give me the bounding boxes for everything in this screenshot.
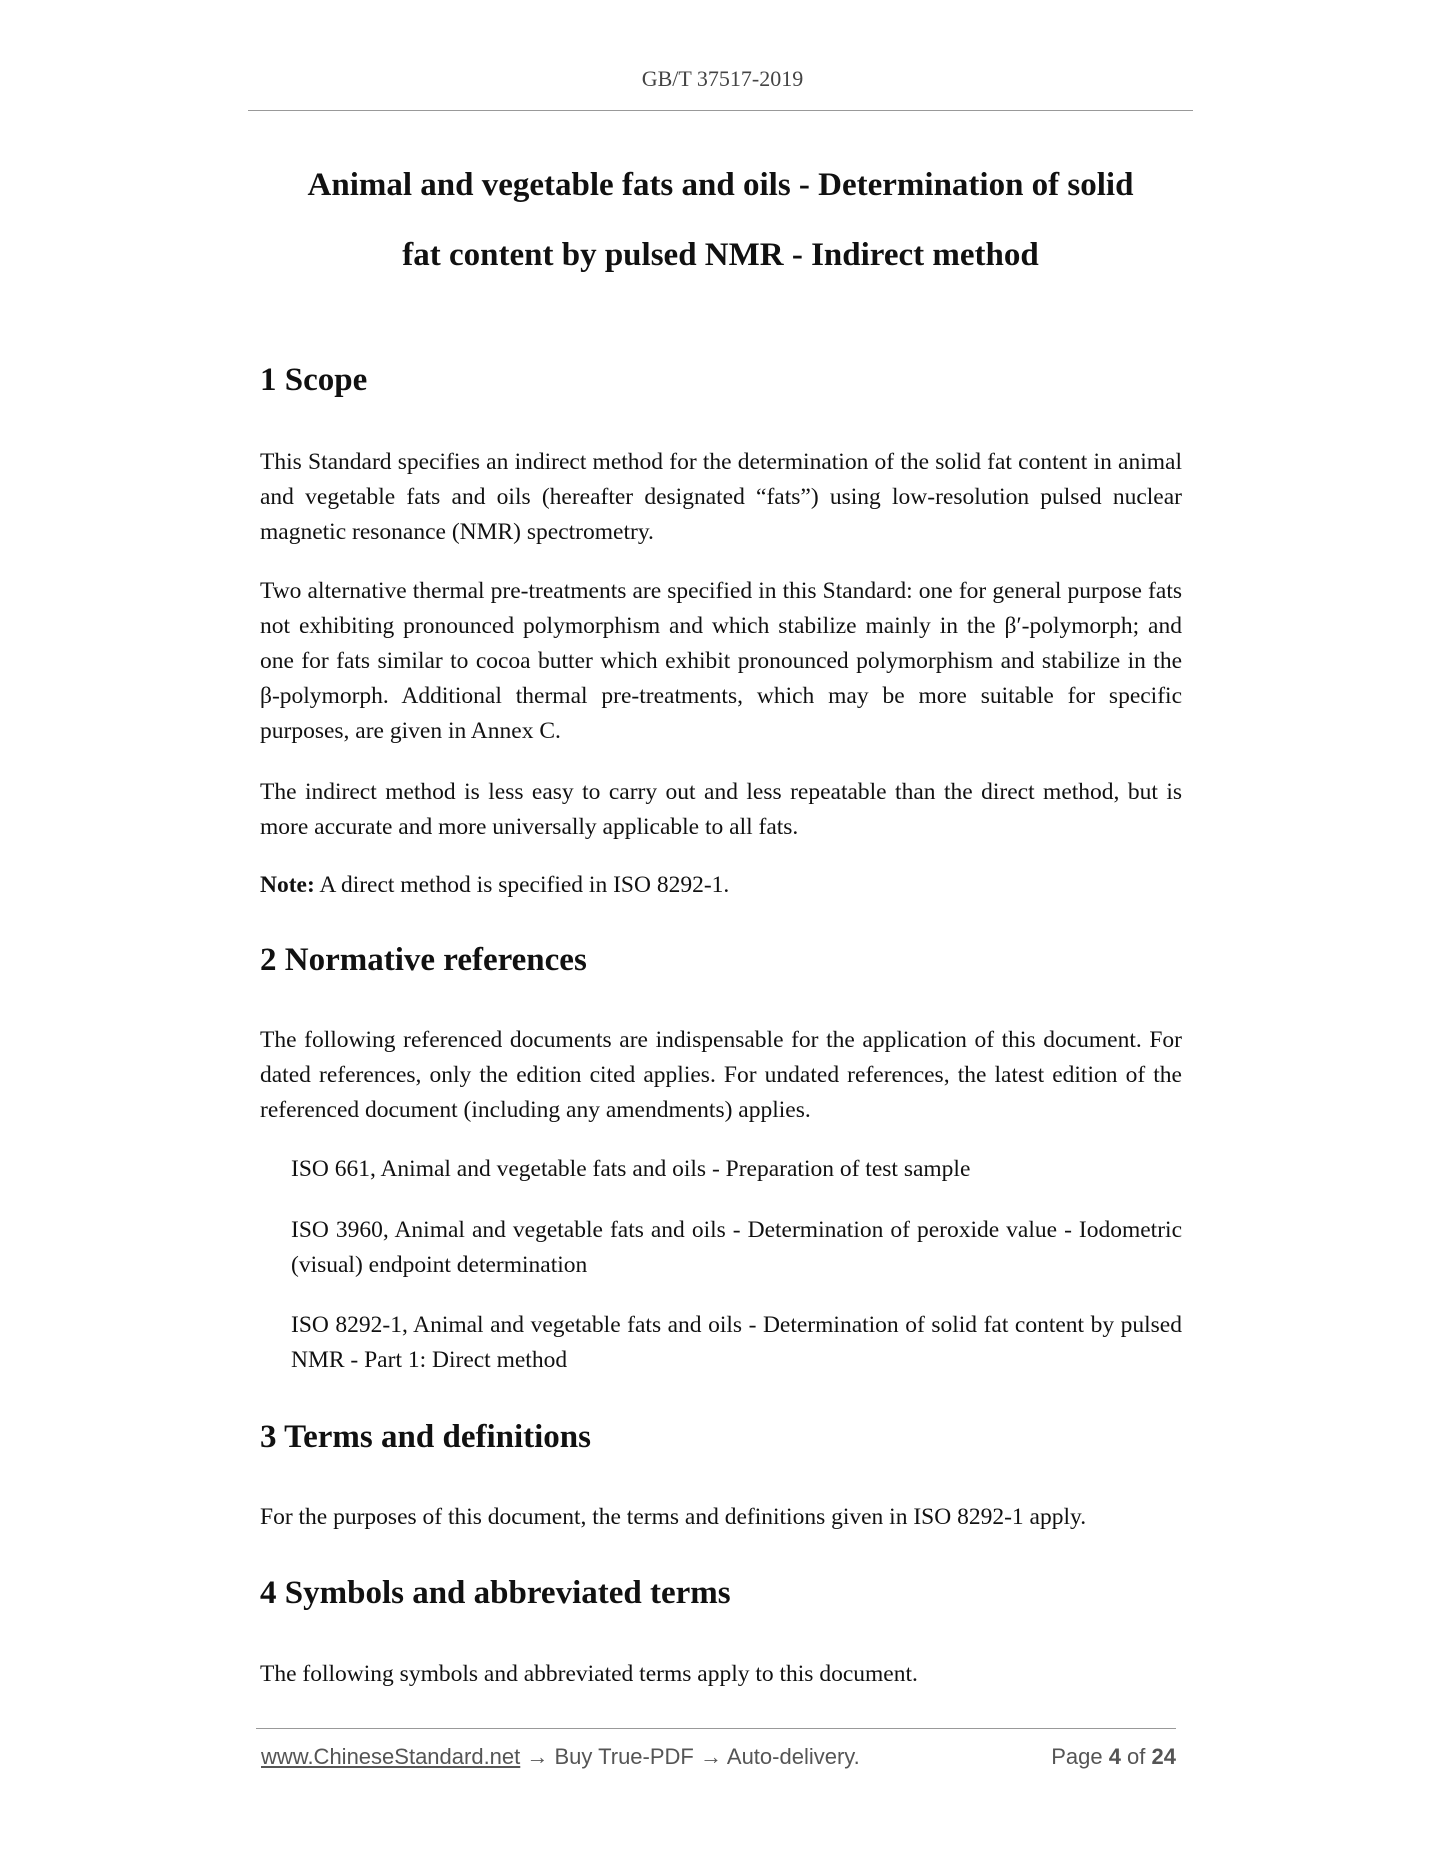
note-text: A direct method is specified in ISO 8292-1. <box>314 872 730 898</box>
reference-item: ISO 8292-1, Animal and vegetable fats and oils - Determination of solid fat content by pulsed NMR - Part 1: Direct method <box>291 1312 1182 1373</box>
section-heading-normative-references: 2 Normative references <box>260 942 587 978</box>
section-heading-terms-definitions: 3 Terms and definitions <box>260 1419 591 1455</box>
page-total: 24 <box>1151 1744 1176 1769</box>
header-doc-number: GB/T 37517-2019 <box>641 66 804 91</box>
title-line-2: fat content by pulsed NMR - Indirect method <box>402 237 1039 273</box>
scope-paragraph-1: This Standard specifies an indirect method for the determination of the solid fat content in animal and vegetable fats and oils (hereafter designated “fats”) using low-resolution pulsed nuclear magnetic resonance (NMR) spectrometry. <box>260 449 1182 545</box>
footer <box>261 1744 1176 1774</box>
scope-paragraph-2: Two alternative thermal pre-treatments are specified in this Standard: one for general purpose fats not exhibiting pronounced polymorphism and which stabilize mainly in the β′-polymorph; and one for fats similar to cocoa butter which exhibit pronounced polymorphism and stabilize in the β-polymorph. Additional thermal pre-treatments, which may be more suitable for specific purposes, are given in Annex C. <box>260 578 1182 744</box>
arrow-right-icon: → <box>520 1744 555 1769</box>
footer-divider <box>256 1728 1176 1729</box>
footer-promo <box>261 1744 860 1770</box>
buy-true-pdf-text: Buy True-PDF <box>554 1744 694 1769</box>
page-indicator <box>1051 1744 1176 1770</box>
page-current: 4 <box>1108 1744 1121 1769</box>
reference-item: ISO 661, Animal and vegetable fats and oils - Preparation of test sample <box>291 1156 971 1182</box>
page-of: of <box>1120 1744 1152 1769</box>
title-line-1: Animal and vegetable fats and oils - Determination of solid <box>307 167 1134 203</box>
website-link[interactable]: www.ChineseStandard.net <box>261 1744 521 1769</box>
auto-delivery-text: Auto-delivery. <box>726 1744 860 1769</box>
page-label: Page <box>1051 1744 1109 1769</box>
document-title <box>248 150 1193 290</box>
section-heading-symbols: 4 Symbols and abbreviated terms <box>260 1575 731 1611</box>
scope-paragraph-3: The indirect method is less easy to carry out and less repeatable than the direct method, but is more accurate and more universally applicable to all fats. <box>260 779 1182 840</box>
section-heading-scope: 1 Scope <box>260 362 368 398</box>
symbols-paragraph: The following symbols and abbreviated terms apply to this document. <box>260 1661 918 1687</box>
terms-definitions-paragraph: For the purposes of this document, the terms and definitions given in ISO 8292-1 apply. <box>260 1504 1087 1530</box>
scope-note <box>260 868 1182 903</box>
normative-references-intro: The following referenced documents are indispensable for the application of this document. For dated references, only the edition cited applies. For undated references, the latest edition of the referenced document (including any amendments) applies. <box>260 1027 1182 1123</box>
arrow-right-icon: → <box>693 1744 727 1769</box>
reference-item: ISO 3960, Animal and vegetable fats and oils - Determination of peroxide value - Iodometric (visual) endpoint determination <box>291 1217 1182 1278</box>
note-label: Note: <box>260 872 315 898</box>
header-divider <box>248 110 1193 111</box>
